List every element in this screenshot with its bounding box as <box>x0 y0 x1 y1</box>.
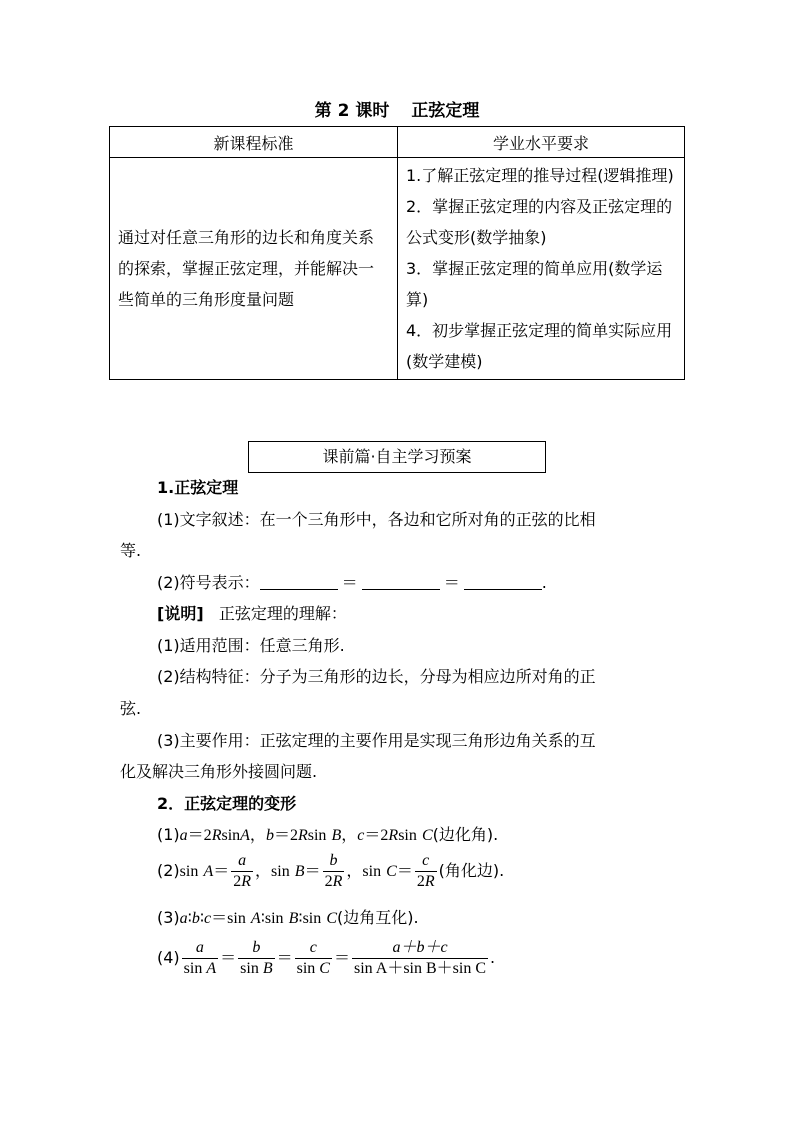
numerator: c <box>415 851 437 872</box>
fill-blank-2[interactable] <box>362 571 440 590</box>
math-var: B <box>331 827 342 844</box>
math-fn: sin <box>398 827 417 844</box>
math-fn: sin <box>179 863 199 880</box>
ratio-sign: ∶ <box>298 908 303 927</box>
math-fn: sin <box>296 960 316 977</box>
numerator: b <box>238 938 274 959</box>
equals-sign: ＝ <box>443 573 460 592</box>
math-var: B <box>262 960 273 977</box>
math-var: R <box>241 873 252 890</box>
paragraph-text: (1)文字叙述：在一个三角形中，各边和它所对角的正弦的比相 <box>157 510 596 529</box>
separator: ， <box>249 825 266 844</box>
math-fn: sin <box>307 827 327 844</box>
separator: ， <box>346 861 363 880</box>
math-op: ＝2 <box>273 827 298 844</box>
table-header-standard: 新课程标准 <box>110 127 398 158</box>
math-var: B <box>294 863 305 880</box>
denominator <box>295 959 332 979</box>
paragraph-text: (2)符号表示： <box>157 573 260 592</box>
math-var: C <box>386 863 397 880</box>
math-var: a <box>179 827 188 844</box>
ratio-sign: ∶ <box>199 908 205 927</box>
math-op: ＝2 <box>187 827 212 844</box>
math-var: A <box>240 827 250 844</box>
fraction <box>323 851 345 892</box>
fraction <box>231 851 253 892</box>
math-var: A <box>250 910 261 927</box>
formula-2 <box>157 851 504 892</box>
paragraph-text: (2)结构特征：分子为三角形的边长，分母为相应边所对角的正 <box>157 667 596 686</box>
math-var: R <box>211 827 222 844</box>
lesson-topic: 正弦定理 <box>411 101 480 121</box>
math-fn: sin <box>227 910 246 927</box>
fraction <box>352 938 488 979</box>
math-op: ＝ <box>304 863 321 880</box>
math-fn: sin <box>240 960 259 977</box>
period: . <box>541 573 547 592</box>
denominator <box>238 959 274 979</box>
symbol-expression-line <box>157 567 717 598</box>
math-var: C <box>421 827 433 844</box>
math-var: R <box>388 827 399 844</box>
formula-number: (2) <box>157 861 180 880</box>
ratio-sign: ∶ <box>187 908 192 927</box>
fraction <box>238 938 274 979</box>
formula-1 <box>157 819 498 851</box>
fill-blank-3[interactable] <box>464 571 542 590</box>
math-fn: sin <box>302 910 322 927</box>
note-line <box>157 598 717 629</box>
denominator: 2R <box>324 873 343 890</box>
formula-number: (3) <box>157 908 180 927</box>
math-fn: sin <box>221 827 241 844</box>
numerator: a＋b＋c <box>352 938 488 959</box>
paragraph-text: (1)适用范围：任意三角形. <box>157 636 345 655</box>
math-var: b <box>191 910 200 927</box>
math-var: c <box>204 910 212 927</box>
note-text: 正弦定理的理解： <box>218 604 347 623</box>
math-var: R <box>297 827 308 844</box>
formula-note: (边角互化). <box>337 908 419 927</box>
requirement-item: 1.了解正弦定理的推导过程(逻辑推理) <box>406 166 674 185</box>
math-op: ＝ <box>220 950 237 967</box>
math-var: a <box>179 910 188 927</box>
math-op: ＝ <box>396 863 413 880</box>
standard-text: 通过对任意三角形的边长和角度关系的探索，掌握正弦定理，并能解决一些简单的三角形度量问题 <box>110 158 398 380</box>
fill-blank-1[interactable] <box>260 571 338 590</box>
note-label: [说明] <box>157 604 204 623</box>
formula-note: (角化边). <box>438 861 505 880</box>
math-op: ＝ <box>211 910 228 927</box>
fraction <box>415 851 437 892</box>
fraction <box>182 938 218 979</box>
denominator: 2R <box>233 873 252 890</box>
section-header: 课前篇·自主学习预案 <box>248 441 546 473</box>
separator: ， <box>255 861 272 880</box>
math-var: c <box>357 827 365 844</box>
paragraph-text: (3)主要作用：正弦定理的主要作用是实现三角形边角关系的互 <box>157 731 596 750</box>
math-var: b <box>265 827 274 844</box>
heading-sine-law: 1.正弦定理 <box>157 478 239 497</box>
paragraph-text: 等. <box>120 541 142 560</box>
numerator: b <box>323 851 345 872</box>
denominator <box>182 959 218 979</box>
math-op: ＝ <box>276 950 293 967</box>
heading-sine-law-variants: 2．正弦定理的变形 <box>157 794 297 813</box>
formula-number: (4) <box>157 948 180 967</box>
page-title <box>0 96 794 121</box>
standards-table <box>109 126 685 380</box>
fraction <box>295 938 332 979</box>
formula-note: (边化角). <box>432 825 499 844</box>
period: . <box>490 948 496 967</box>
numerator: c <box>295 938 332 959</box>
math-var: C <box>319 960 330 977</box>
math-var: R <box>424 873 435 890</box>
math-var: A <box>203 863 214 880</box>
denominator: sin A＋sin B＋sin C <box>353 960 487 977</box>
table-header-requirement: 学业水平要求 <box>398 127 685 158</box>
ratio-sign: ∶ <box>260 908 265 927</box>
requirement-item: 3．掌握正弦定理的简单应用(数学运算) <box>406 259 663 309</box>
math-var: A <box>206 960 217 977</box>
separator: ， <box>341 825 358 844</box>
numerator: a <box>182 938 218 959</box>
math-var: B <box>288 910 299 927</box>
requirements-list <box>398 158 685 380</box>
math-var: R <box>332 873 343 890</box>
denominator: 2R <box>416 873 435 890</box>
requirement-item: 2．掌握正弦定理的内容及正弦定理的公式变形(数学抽象) <box>406 197 673 247</box>
paragraph-text: 化及解决三角形外接圆问题. <box>120 762 318 781</box>
formula-4 <box>157 938 495 979</box>
math-var: C <box>326 910 338 927</box>
math-op: ＝ <box>333 950 350 967</box>
math-fn: sin <box>271 863 290 880</box>
math-fn: sin <box>183 960 203 977</box>
math-op: ＝ <box>213 863 230 880</box>
formula-number: (1) <box>157 825 180 844</box>
lesson-number: 第 2 课时 <box>314 101 390 121</box>
equals-sign: ＝ <box>341 573 358 592</box>
math-fn: sin <box>362 863 382 880</box>
math-fn: sin <box>264 910 284 927</box>
numerator: a <box>231 851 253 872</box>
math-op: ＝2 <box>364 827 389 844</box>
requirement-item: 4．初步掌握正弦定理的简单实际应用(数学建模) <box>406 321 673 371</box>
paragraph-text: 弦. <box>120 699 142 718</box>
formula-3 <box>157 902 419 934</box>
